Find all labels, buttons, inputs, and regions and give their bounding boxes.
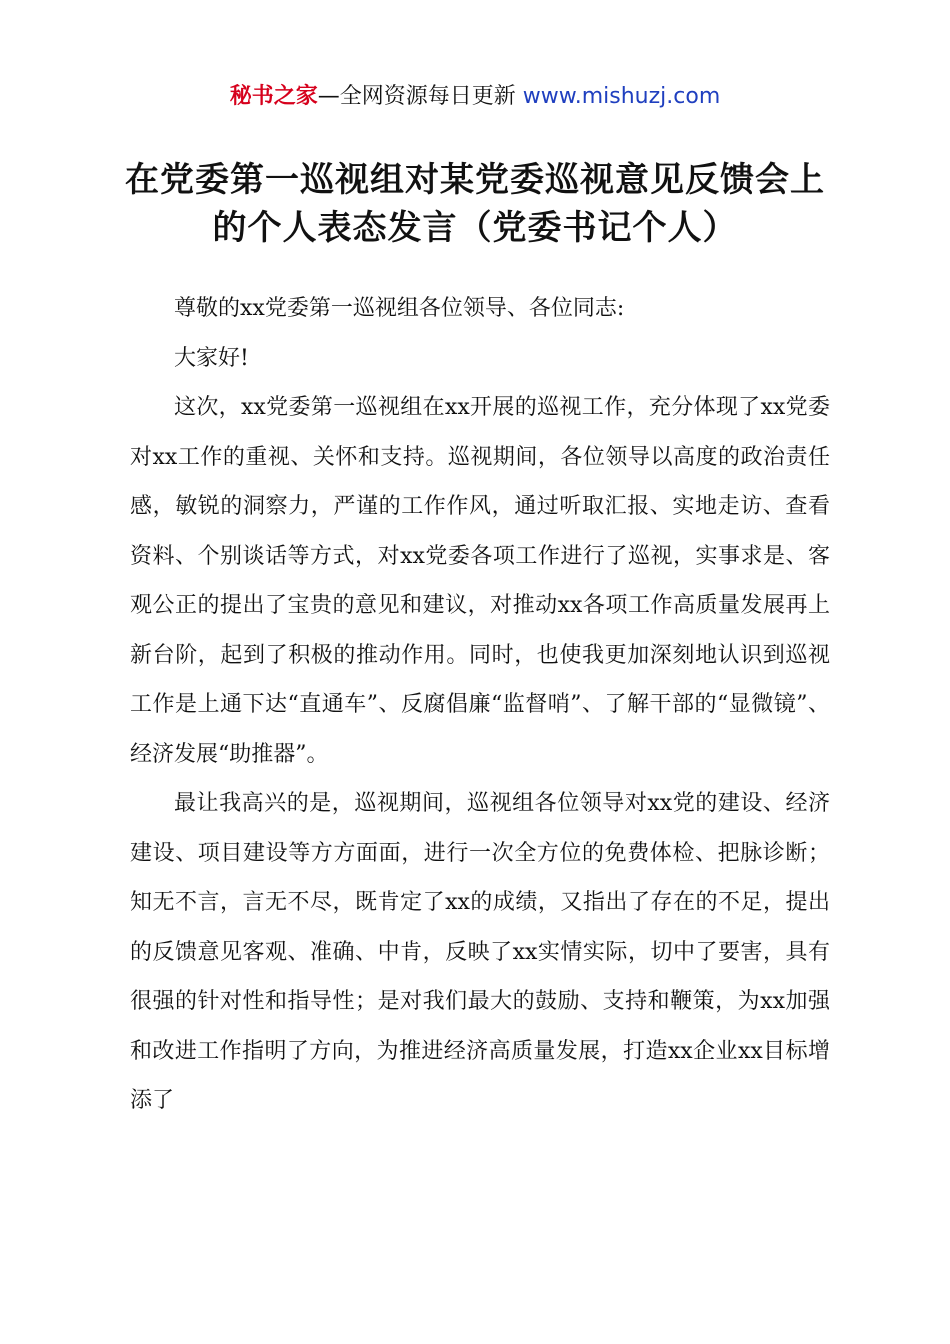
site-slogan: —全网资源每日更新 (317, 84, 516, 109)
site-header (0, 82, 950, 112)
site-url[interactable]: www.mishuzj.com (522, 84, 721, 109)
document-body (130, 284, 830, 1126)
paragraph-1: 这次，xx党委第一巡视组在xx开展的巡视工作，充分体现了xx党委对xx工作的重视、关怀和支持。巡视期间，各位领导以高度的政治责任感，敏锐的洞察力，严谨的工作作风，通过听取汇报、实地走访、查看资料、个别谈话等方式，对xx党委各项工作进行了巡视，实事求是、客观公正的提出了宝贵的意见和建议，对推动xx各项工作高质量发展再上新台阶，起到了积极的推动作用。同时，也使我更加深刻地认识到巡视工作是上通下达“直通车”、反腐倡廉“监督哨”、了解干部的“显微镜”、经济发展“助推器”。 (130, 395, 830, 767)
title-line-1: 在党委第一巡视组对某党委巡视意见反馈会上 (125, 160, 825, 200)
salutation: 尊敬的xx党委第一巡视组各位领导、各位同志: (174, 296, 625, 321)
greeting: 大家好! (174, 345, 249, 371)
title-line-2: 的个人表态发言（党委书记个人） (212, 208, 738, 248)
paragraph-2: 最让我高兴的是，巡视期间，巡视组各位领导对xx党的建设、经济建设、项目建设等方方面面，进行一次全方位的免费体检、把脉诊断；知无不言，言无不尽，既肯定了xx的成绩，又指出了存在的不足，提出的反馈意见客观、准确、中肯，反映了xx实情实际，切中了要害，具有很强的针对性和指导性；是对我们最大的鼓励、支持和鞭策，为xx加强和改进工作指明了方向，为推进经济高质量发展，打造xx企业xx目标增添了 (130, 791, 830, 1113)
document-title (100, 156, 850, 252)
site-brand: 秘书之家 (229, 84, 318, 109)
